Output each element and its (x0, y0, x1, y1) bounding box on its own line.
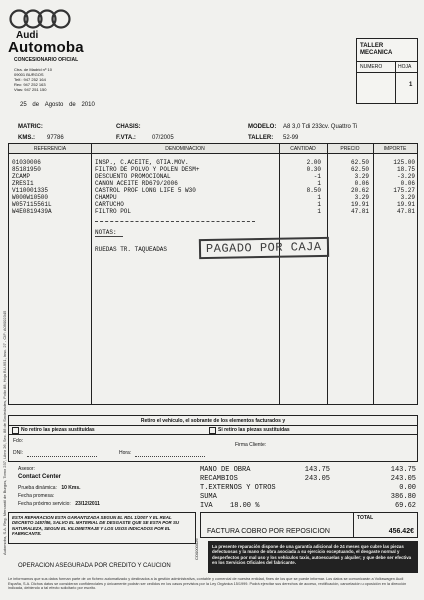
cell-desc: FILTRO POL (95, 208, 132, 215)
cell-qty: 1 (317, 201, 321, 208)
kms-label: KMS.: (18, 135, 35, 141)
asesor-value: Contact Center (18, 474, 62, 480)
cell-qty: 8.50 (306, 187, 321, 194)
address-line: Vtas: 947 251 150 (14, 87, 47, 92)
cell-ref: W057115561L (12, 201, 52, 208)
firma-label: Firma Cliente: (235, 442, 267, 448)
matric-label: MATRIC: (18, 124, 43, 130)
notes-label: NOTAS: (95, 229, 117, 236)
totals-right: 243.05 (390, 475, 416, 483)
date-day: 25 (20, 102, 27, 108)
taller-value: 52-99 (283, 135, 299, 141)
prueba-value: 10 (61, 485, 67, 491)
table-row (9, 187, 417, 194)
numero-label: NUMERO (360, 64, 383, 70)
table-row (9, 194, 417, 201)
date-de: de (32, 102, 40, 108)
cell-amount: 18.75 (396, 166, 415, 173)
totals-row (200, 484, 418, 493)
promesa-label: Fecha promesa: (18, 493, 55, 499)
cell-ref: V110001335 (12, 187, 49, 194)
totals-mid: 18.00 % (230, 502, 260, 510)
warranty-box (8, 512, 196, 544)
date-month: Agosto (44, 102, 64, 108)
totals-label: IVA (200, 502, 213, 510)
totals-row (200, 475, 418, 484)
address-line: Rec: 947 252 163 (14, 82, 46, 87)
asesor-label: Asesor: (18, 466, 35, 472)
workshop-box (356, 38, 418, 104)
cell-price: 47.81 (350, 208, 369, 215)
side-code: CO0000026 (194, 538, 199, 560)
cell-desc: DESCUENTO PROMOCIONAL (95, 173, 171, 180)
extended-warranty-text: La presente reparación dispone de una garantía adicional de 24 meses que cubre las piezas defectuosas y la mano de obra asociada a su ejercicio exceptuando, el desgaste normal y desperfectos por mal uso y los vehículos taxis, autoescuelas y alquiler; y que debe ser efectiva en los Servicios Oficiales del fabricante. (212, 544, 412, 565)
table-row (9, 166, 417, 173)
notes-value: RUEDAS TR. TAQUEADAS (95, 246, 168, 253)
totals-block (200, 466, 418, 511)
header-cantidad: CANTIDAD (290, 146, 316, 152)
warranty-text: ESTA REPARACION ESTA GARANTIZADA SEGUN EL RDL 1/2007 Y EL REAL DECRETO 1457/86, SALVO EL MATERIAL DE DESGASTE QUE SE ESTA POR SU NATURALEZA, SEGUN EL KILOMETRAJE Y LOS USOS INDICADOS POR EL FABRICANTE. (12, 515, 180, 537)
header-importe: IMPORTE (383, 146, 407, 152)
address-block (14, 67, 84, 92)
modelo-value: A8 3,0 Tdi 233cv. Quattro Ti (283, 124, 358, 130)
prueba-label: Prueba dinámica: (18, 485, 57, 491)
hoja-value: 1 (409, 82, 413, 88)
insurance-text: OPERACION ASEGURADA POR CREDITO Y CAUCION (18, 563, 171, 569)
kms-value: 97786 (47, 135, 64, 141)
taller-label: TALLER: (248, 135, 274, 141)
cell-qty: 1 (317, 208, 321, 215)
header-referencia: REFERENCIA (33, 146, 67, 152)
cell-qty: -1 (313, 173, 321, 180)
table-body (9, 159, 417, 215)
cell-desc: CASTROL PROF LONG LIFE 5 W30 (95, 187, 196, 194)
totals-mid: 243.05 (304, 475, 330, 483)
cell-amount: 0.06 (400, 180, 415, 187)
pickup-box (8, 415, 418, 462)
cell-ref: W000W10500 (12, 194, 49, 201)
table-row (9, 173, 417, 180)
brand-name: Automoba (8, 39, 84, 56)
pickup-heading: Retiro el vehículo, el sobrante de los elementos facturados y (140, 418, 286, 424)
total-box (200, 512, 418, 538)
logo-word: Audi (16, 30, 39, 41)
items-table (8, 143, 418, 405)
fvta-value: 07/2005 (152, 135, 174, 141)
fvta-label: F.VTA.: (116, 135, 136, 141)
cell-amount: 3.29 (400, 194, 415, 201)
audi-rings-icon (8, 8, 74, 30)
cell-ref: W4E0819439A (12, 208, 52, 215)
hora-label: Hora: (119, 450, 132, 456)
hoja-label: HOJA (398, 64, 412, 70)
workshop-title: TALLER MECANICA (360, 43, 393, 56)
totals-right: 0.00 (399, 484, 416, 492)
modelo-label: MODELO: (248, 124, 277, 130)
totals-mid: 143.75 (304, 466, 330, 474)
cell-qty: 2.00 (306, 159, 321, 166)
cell-desc: INSP., C.ACEITE, GTIA.MOV. (95, 159, 189, 166)
fdo-label: Fdo: (13, 438, 24, 444)
address-line: 09001 BURGOS (14, 72, 44, 77)
cell-price: 3.29 (354, 194, 369, 201)
table-row (9, 180, 417, 187)
cell-ref: 01030006 (12, 159, 41, 166)
cell-ref: ZCAMP (12, 173, 31, 180)
brand-subtitle: CONCESIONARIO OFICIAL (14, 57, 79, 63)
cell-amount: 125.00 (393, 159, 415, 166)
header-precio: PRECIO (340, 146, 360, 152)
table-row (9, 208, 417, 215)
totals-right: 69.62 (394, 502, 416, 510)
previsto-value: 23/12/2011 (75, 501, 100, 507)
prueba-line (18, 485, 81, 491)
header-denominacion: DENOMINACION (165, 146, 205, 152)
cell-price: 20.62 (350, 187, 369, 194)
totals-row (200, 493, 418, 502)
cell-amount: -3.29 (396, 173, 415, 180)
date-year: 2010 (81, 102, 95, 108)
si-retiro-checkbox[interactable] (209, 427, 216, 434)
address-line: Ctra. de Madrid nº 10 (14, 67, 52, 72)
previsto-label: Fecha próximo servicio: (18, 501, 71, 507)
dni-label: DNI: (13, 450, 23, 456)
totals-label: SUMA (200, 493, 217, 501)
no-retiro-checkbox[interactable] (12, 427, 19, 434)
invoice-type: FACTURA COBRO POR REPOSICION (207, 528, 330, 535)
cell-price: 62.50 (350, 166, 369, 173)
cell-desc: CHAMPU (95, 194, 117, 201)
chasis-label: CHASIS: (116, 124, 141, 130)
table-row (9, 159, 417, 166)
totals-label: T.EXTERNOS Y OTROS (200, 484, 276, 492)
prueba-unit: Kms. (68, 485, 81, 491)
no-retiro-label: No retiro las piezas sustituidas (21, 427, 95, 433)
extended-warranty (208, 541, 418, 573)
totals-label: RECAMBIOS (200, 475, 238, 483)
cell-desc: CANON ACEITE RD679/2006 (95, 180, 178, 187)
cell-amount: 175.27 (393, 187, 415, 194)
invoice-date (20, 102, 95, 109)
totals-right: 386.80 (390, 493, 416, 501)
table-row (9, 201, 417, 208)
previsto-line (18, 501, 100, 507)
address-line: Telf.: 947 252 164 (14, 77, 46, 82)
side-registry-text: Automoba, S.A. Reg. Mercantil de Burgos, Tomo 237, Libro 26, Sec. 88 de Sociedades, Folio 88, Hoja BU-951, Insc. 27 - CIF: A09002345 (2, 310, 7, 555)
totals-label: MANO DE OBRA (200, 466, 251, 474)
cell-qty: 0.30 (306, 166, 321, 173)
cell-amount: 19.91 (396, 201, 415, 208)
si-retiro-label: Si retiro las piezas sustituidas (218, 427, 290, 433)
footer-legal: Le informamos que sus datos forman parte de un fichero automatizado y destinados a la gestión administrativa, contable y comercial de nuestra entidad, fines de los que se puede informar. Los datos se comunicarán a Volkswagen Audi España, S.A. Dichos datos se consideran confidenciales y únicamente podrán ser cedidos en los casos previstos por la Ley Orgánica 15/1999. Podrá ejercitar sus derechos de acceso, rectificación, cancelación u oposición en la dirección indicada, debiendo a tal efecto solicitarlo por escrito. (8, 577, 407, 591)
cell-amount: 47.81 (396, 208, 415, 215)
date-de: de (69, 102, 76, 108)
cell-price: 19.91 (350, 201, 369, 208)
cell-qty: 1 (317, 194, 321, 201)
paid-stamp: PAGADO POR CAJA (199, 237, 329, 259)
cell-price: 3.29 (354, 173, 369, 180)
total-value: 456.42€ (388, 528, 414, 535)
cell-ref: 85181950 (12, 166, 41, 173)
cell-qty: 1 (317, 180, 321, 187)
cell-price: 62.50 (350, 159, 369, 166)
totals-row (200, 502, 418, 511)
cell-price: 0.06 (354, 180, 369, 187)
totals-right: 143.75 (390, 466, 416, 474)
totals-row (200, 466, 418, 475)
total-label: TOTAL (357, 515, 374, 521)
cell-desc: CARTUCHO (95, 201, 124, 208)
cell-desc: FILTRO DE POLVO Y POLEN DESM+ (95, 166, 200, 173)
cell-ref: ZRESI1 (12, 180, 34, 187)
